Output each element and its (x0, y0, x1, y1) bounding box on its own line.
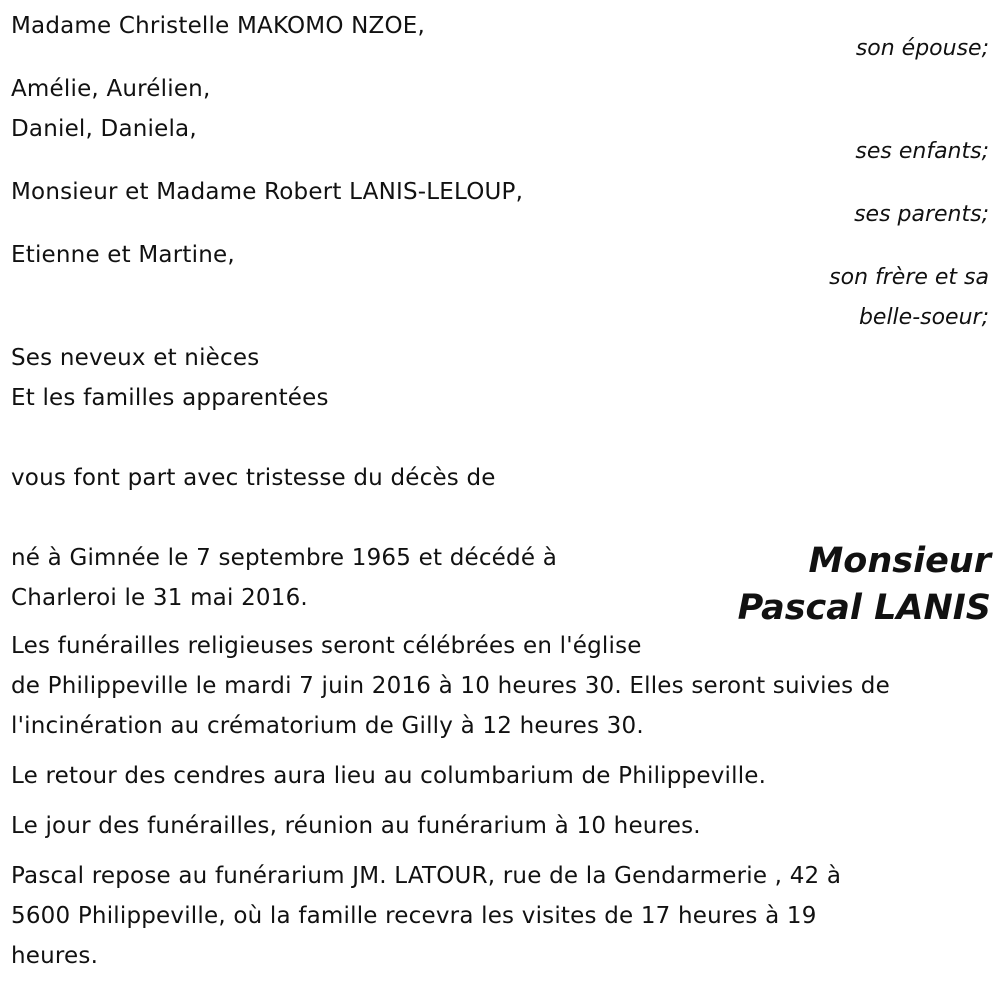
children-role: ses enfants; (855, 139, 989, 164)
funeral-line-1: Les funérailles religieuses seront célébrées en l'église (11, 633, 642, 659)
parents-role: ses parents; (854, 202, 989, 227)
children-line-1: Amélie, Aurélien, (11, 76, 211, 102)
birth-death-line-1: né à Gimnée le 7 septembre 1965 et décédé à (11, 545, 557, 571)
nephews-nieces: Ses neveux et nièces (11, 345, 260, 371)
deceased-title: Monsieur (808, 541, 991, 581)
related-families: Et les familles apparentées (11, 385, 329, 411)
ashes-text: Le retour des cendres aura lieu au columbarium de Philippeville. (11, 763, 767, 789)
deceased-name: Pascal LANIS (737, 588, 991, 628)
sibling-role-line-2: belle-soeur; (858, 305, 989, 330)
announcement-text: vous font part avec tristesse du décès de (11, 465, 496, 491)
spouse-role: son épouse; (855, 36, 989, 61)
children-line-2: Daniel, Daniela, (11, 116, 197, 142)
visitation-line-2: 5600 Philippeville, où la famille recevra les visites de 17 heures à 19 (11, 903, 817, 929)
spouse-name: Madame Christelle MAKOMO NZOE, (11, 13, 426, 39)
parents-name: Monsieur et Madame Robert LANIS-LELOUP, (11, 179, 524, 205)
sibling-role-line-1: son frère et sa (829, 265, 989, 290)
funeral-line-3: l'incinération au crématorium de Gilly à 12 heures 30. (11, 713, 644, 739)
visitation-line-1: Pascal repose au funérarium JM. LATOUR, rue de la Gendarmerie , 42 à (11, 863, 842, 889)
deceased-name-block (738, 538, 991, 632)
birth-death-line-2: Charleroi le 31 mai 2016. (11, 585, 308, 611)
gathering-text: Le jour des funérailles, réunion au funérarium à 10 heures. (11, 813, 701, 839)
sibling-name: Etienne et Martine, (11, 242, 235, 268)
funeral-line-2: de Philippeville le mardi 7 juin 2016 à 10 heures 30. Elles seront suivies de (11, 673, 890, 699)
visitation-line-3: heures. (11, 943, 99, 969)
